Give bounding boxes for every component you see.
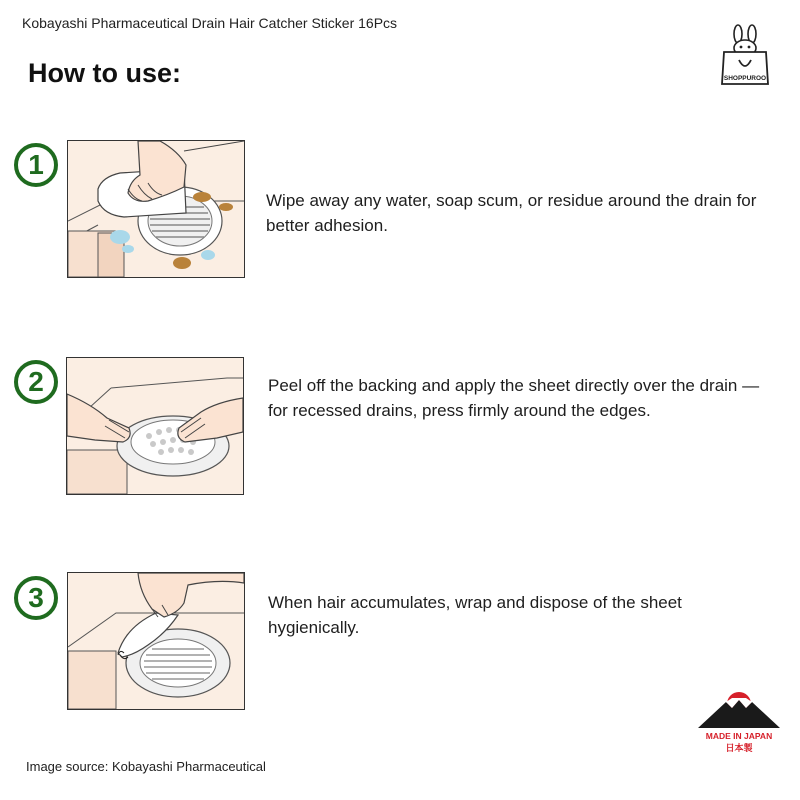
image-source-footer: Image source: Kobayashi Pharmaceutical [26, 759, 266, 774]
step-3-illustration [67, 572, 245, 710]
step-1-number: 1 [14, 143, 58, 187]
step-2-text: Peel off the backing and apply the sheet directly over the drain — for recessed drains, press firmly around the edges. [268, 376, 760, 420]
mount-fuji-icon [696, 684, 782, 756]
step-1-illustration [67, 140, 245, 278]
step-3-number: 3 [14, 576, 58, 620]
made-in-japan-badge [696, 684, 782, 756]
page-heading: How to use: [28, 58, 181, 88]
dispose-sheet-illustration [68, 573, 244, 709]
apply-sheet-illustration [67, 358, 243, 494]
shoppuroo-logo [716, 24, 776, 88]
step-3-text: When hair accumulates, wrap and dispose of the sheet hygienically. [268, 593, 682, 637]
step-2-number: 2 [14, 360, 58, 404]
made-in-japan-kanji: 日本製 [725, 744, 753, 754]
made-in-japan-text: MADE IN JAPAN [705, 731, 773, 741]
wipe-drain-illustration [68, 141, 244, 277]
logo-text: SHOPPUROO [723, 75, 767, 82]
bunny-bag-logo-icon [716, 24, 776, 88]
product-title: Kobayashi Pharmaceutical Drain Hair Catcher Sticker 16Pcs [22, 15, 398, 31]
step-1-text: Wipe away any water, soap scum, or residue around the drain for better adhesion. [266, 191, 757, 235]
step-2-illustration [66, 357, 244, 495]
